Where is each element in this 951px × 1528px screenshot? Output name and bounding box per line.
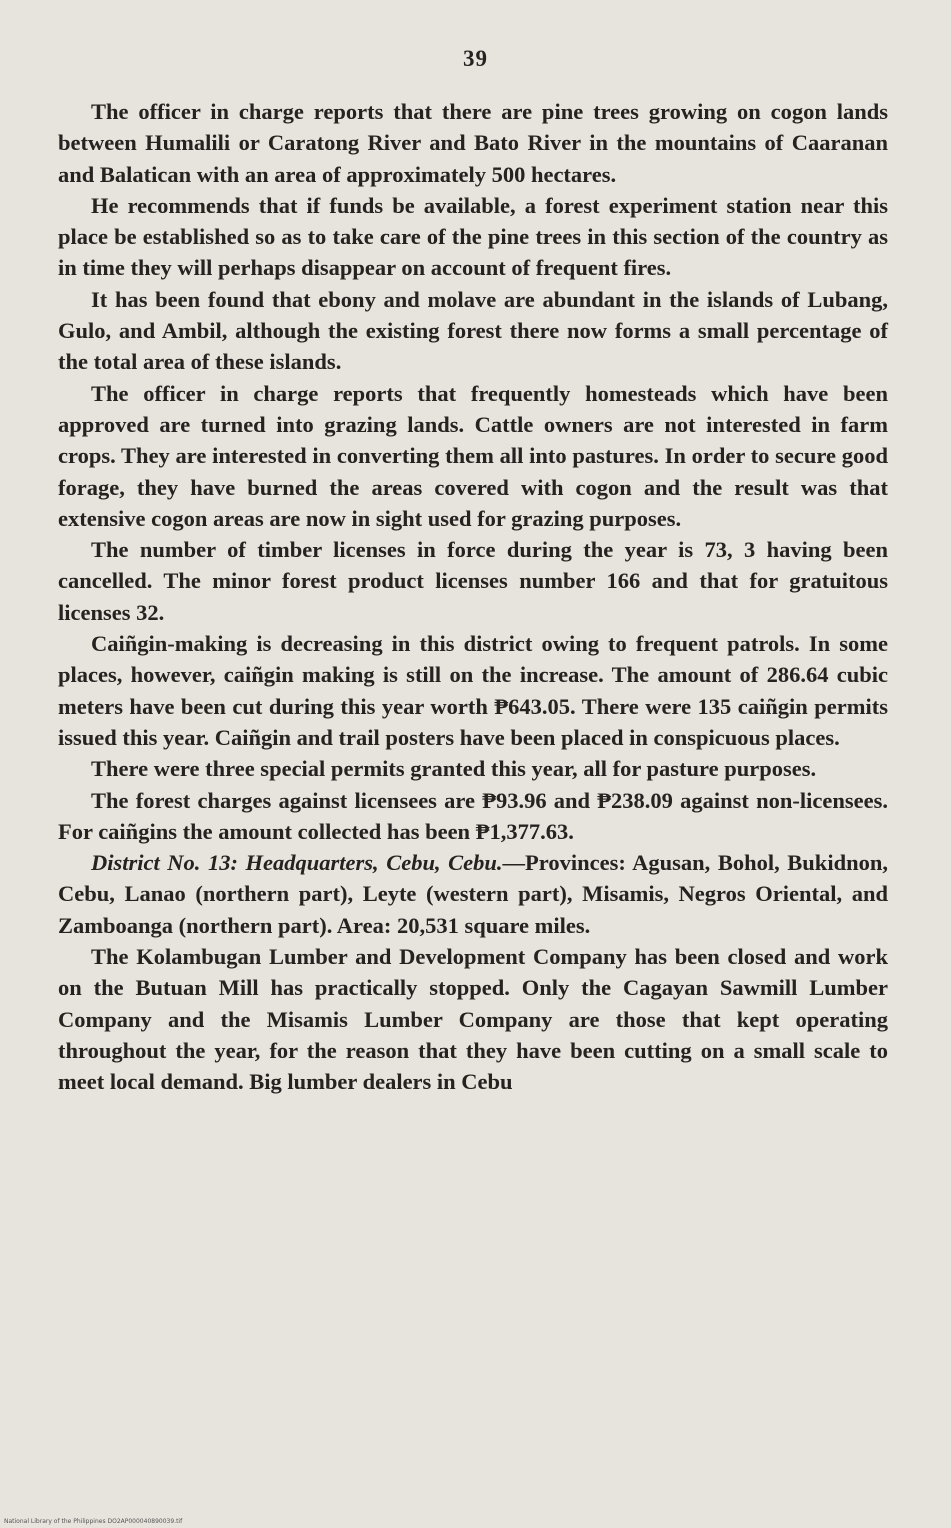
district-heading: District No. 13: Headquarters, Cebu, Cebu. — [91, 850, 503, 876]
paragraph-forest-charges: The forest charges against licensees are ₱93.96 and ₱238.09 against non-licensees. For caiñgins the amount collected has been ₱1,377.63. — [58, 787, 888, 844]
scan-credit: National Library of the Philippines DO2AP000040890039.tif — [4, 1518, 183, 1525]
paragraph-lumber-companies: The Kolambugan Lumber and Development Company has been closed and work on the Butuan Mill has practically stopped. Only the Cagayan Sawmill Lumber Company and the Misamis Lumber Company are those that kept operating throughout the year, for the reason that they have been cutting on a small scale to meet local demand. Big lumber dealers in Cebu — [58, 944, 888, 1095]
paragraph-caingin-making: Caiñgin-making is decreasing in this district owing to frequent patrols. In some places, however, caiñgin making is still on the increase. The amount of 286.64 cubic meters have been cut during this year worth ₱643.05. There were 135 caiñgin permits issued this year. Caiñgin and trail posters have been placed in conspicuous places. — [58, 631, 888, 750]
paragraph-district-13 — [58, 847, 888, 941]
district-description: —Provinces: Agusan, Bohol, Bukidnon, Cebu, Lanao (northern part), Leyte (western part), Misamis, Negros Oriental, and Zamboanga (northern part). Area: 20,531 square miles. — [58, 850, 888, 938]
paragraph-ebony-molave: It has been found that ebony and molave are abundant in the islands of Lubang, Gulo, and Ambil, although the existing forest there now forms a small percentage of the total area of these islands. — [58, 286, 888, 375]
body-text — [58, 96, 888, 1098]
paragraph-pine-trees: The officer in charge reports that there are pine trees growing on cogon lands between Humalili or Caratong River and Bato River in the mountains of Caaranan and Balatican with an area of approximately 500 hectares. — [58, 99, 888, 187]
paragraph-experiment-station: He recommends that if funds be available, a forest experiment station near this place be established so as to take care of the pine trees in this section of the country as in time they will perhaps disappear on account of frequent fires. — [58, 192, 888, 281]
paragraph-grazing-lands: The officer in charge reports that frequently homesteads which have been approved are turned into grazing lands. Cattle owners are not interested in farm crops. They are interested in converting them all into pastures. In order to secure good forage, they have burned the areas covered with cogon and the result was that extensive cogon areas are now in sight used for grazing purposes. — [58, 380, 888, 531]
page-number: 39 — [463, 46, 488, 71]
paragraph-special-permits: There were three special permits granted this year, all for pasture purposes. — [91, 756, 817, 782]
paragraph-timber-licenses: The number of timber licenses in force during the year is 73, 3 having been cancelled. The minor forest product licenses number 166 and that for gratuitous licenses 32. — [58, 537, 888, 625]
